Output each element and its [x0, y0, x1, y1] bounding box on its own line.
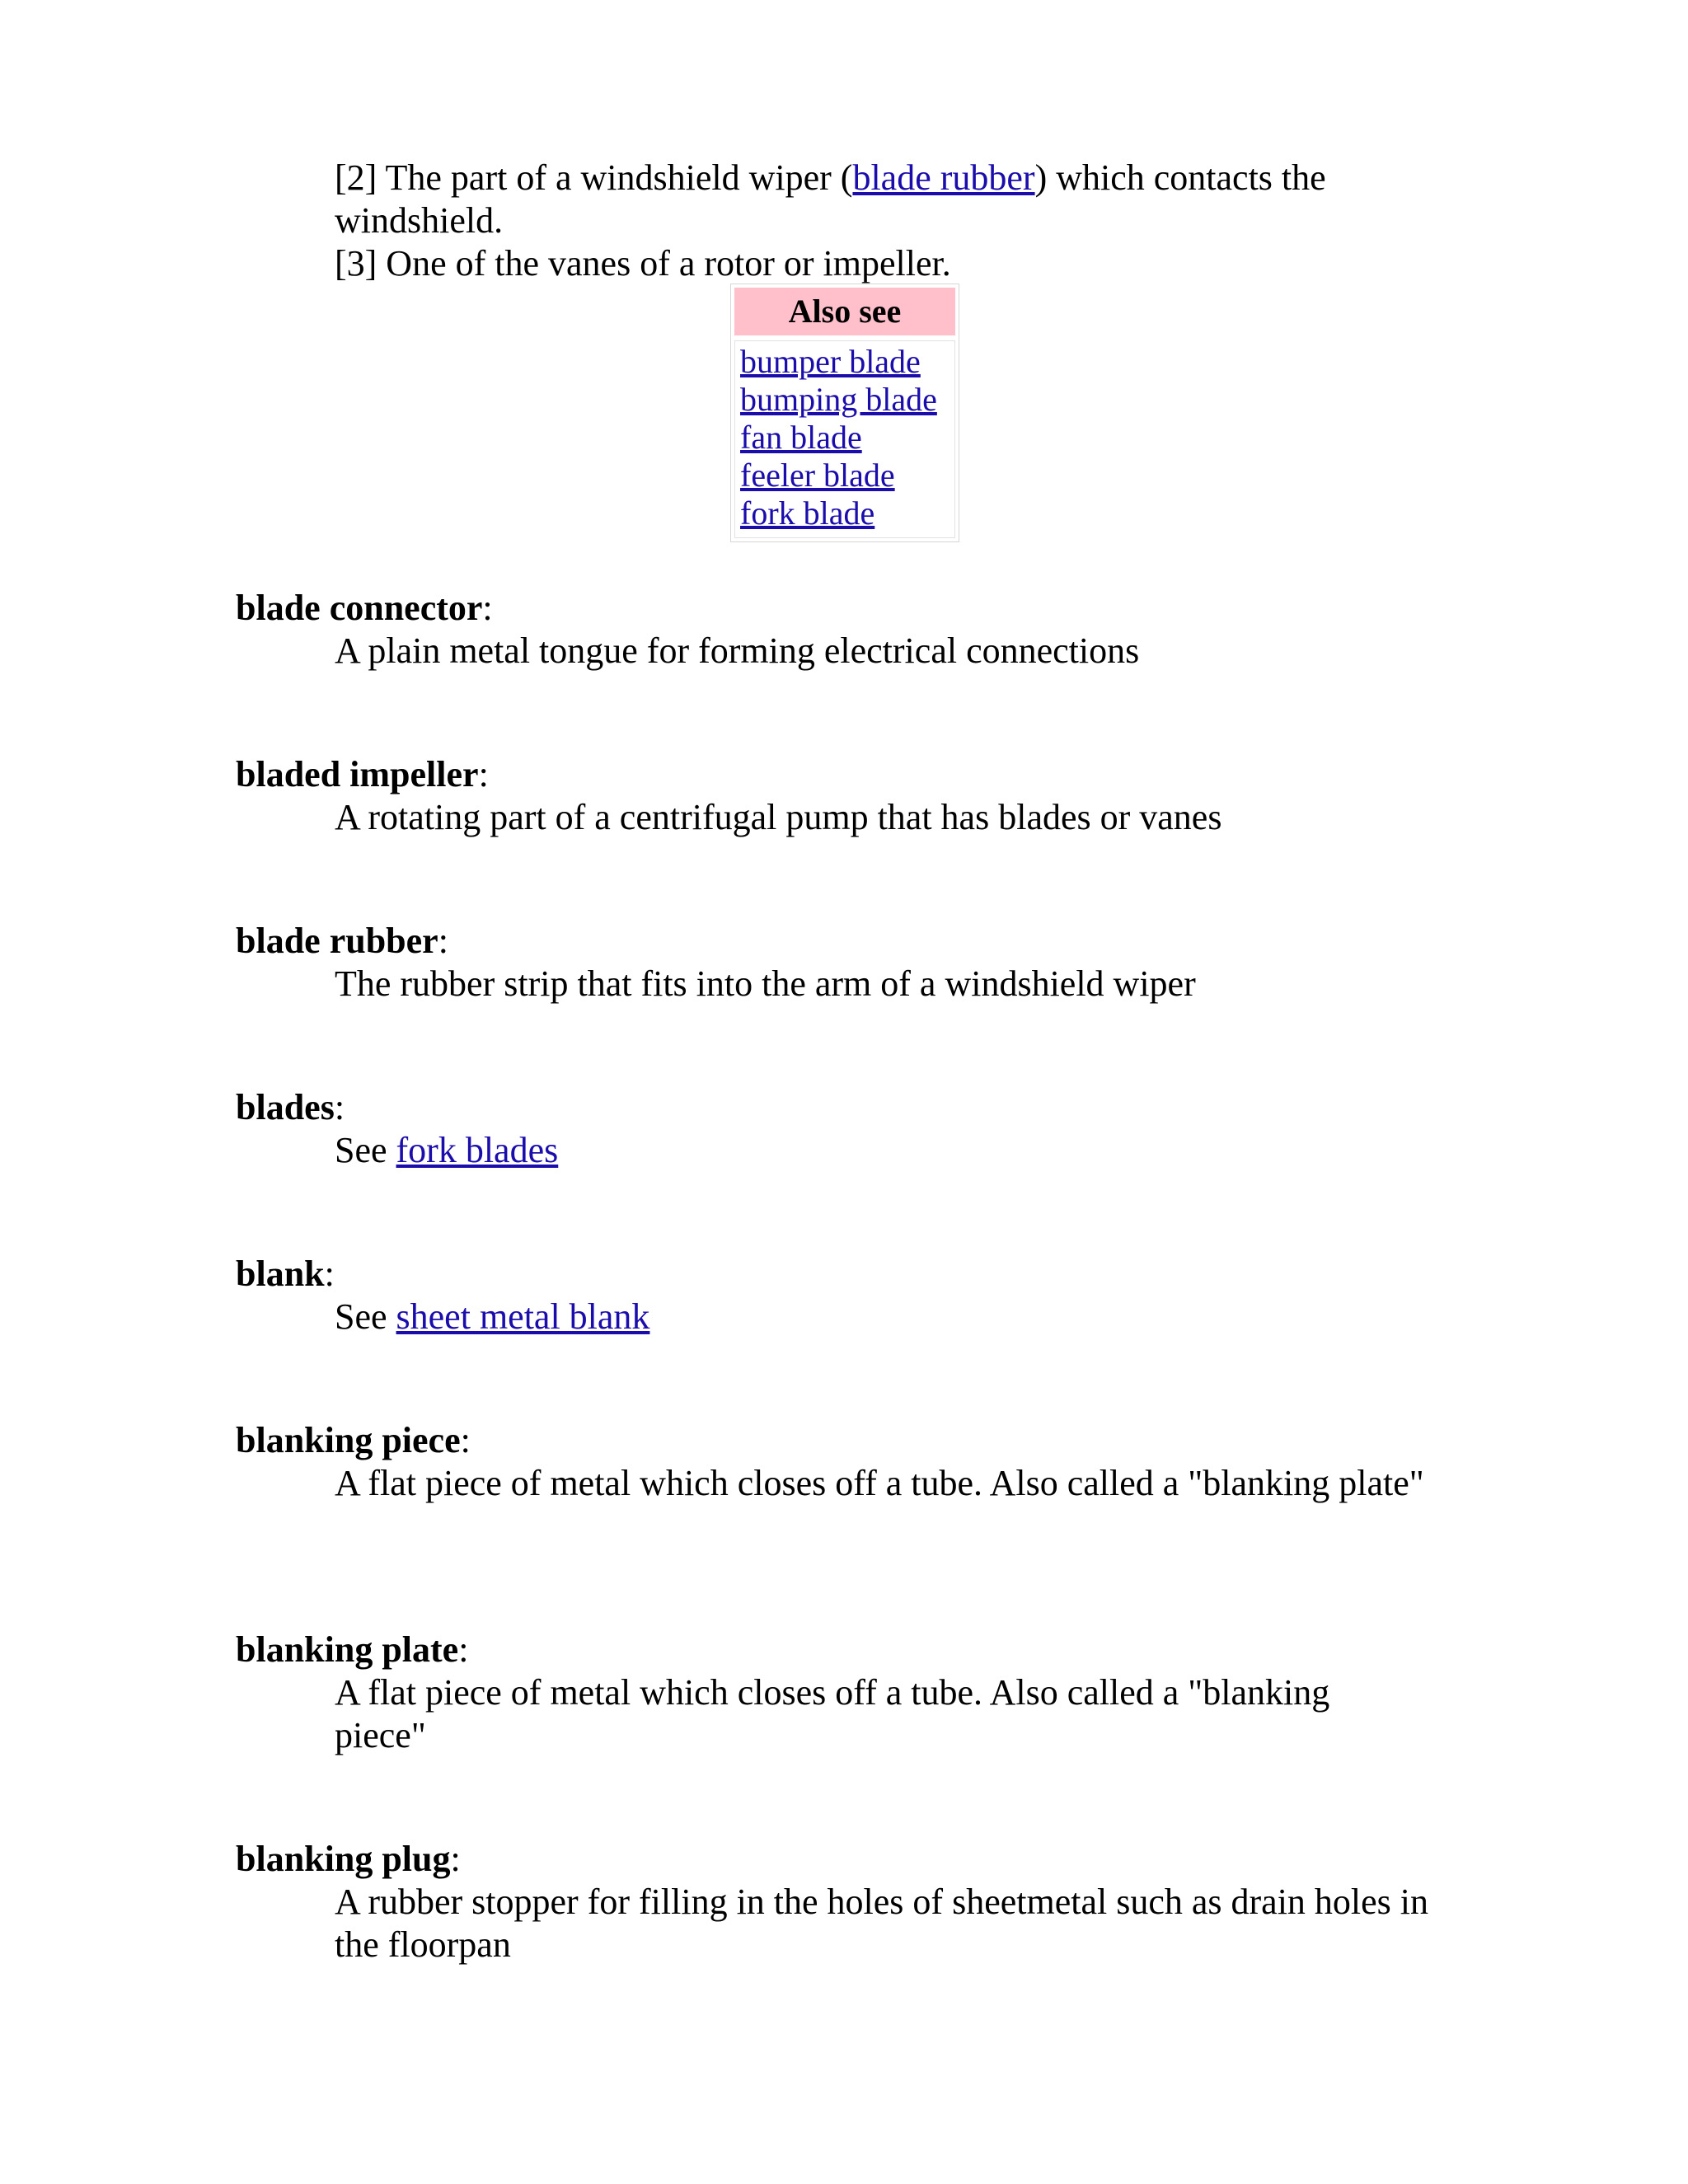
- term-label: blank: [236, 1254, 325, 1294]
- term-colon: :: [438, 921, 448, 961]
- entry-definition: A rubber stopper for filling in the holes of sheetmetal such as drain holes in the floorpan: [335, 1882, 1429, 1965]
- definition-sense-2: [335, 157, 1456, 242]
- term-label: bladed impeller: [236, 754, 479, 794]
- term-label: blade connector: [236, 588, 483, 628]
- entry-definition: A plain metal tongue for forming electrical connections: [335, 630, 1140, 671]
- see-prefix: See: [335, 1130, 396, 1170]
- entry-definition: The rubber strip that fits into the arm of a windshield wiper: [335, 963, 1196, 1004]
- entry-term: [236, 1253, 335, 1296]
- entry-definition: A flat piece of metal which closes off a tube. Also called a "blanking piece": [335, 1672, 1330, 1755]
- term-colon: :: [458, 1629, 469, 1670]
- entry-term: [236, 920, 448, 963]
- term-label: blanking plate: [236, 1629, 459, 1670]
- entry-term: [236, 1629, 468, 1671]
- entry-definition: [335, 1129, 1456, 1172]
- term-label: blanking plug: [236, 1839, 451, 1879]
- also-see-link-bumping-blade[interactable]: bumping blade: [740, 381, 937, 418]
- entry-definition: A rotating part of a centrifugal pump that has blades or vanes: [335, 797, 1222, 837]
- also-see-links: [734, 340, 955, 538]
- also-see-box: [730, 284, 959, 542]
- also-see-link-feeler-blade[interactable]: feeler blade: [740, 457, 895, 494]
- entry-term: [236, 753, 489, 796]
- entry-term: [236, 1838, 461, 1881]
- definition-sense-3: [3] One of the vanes of a rotor or impeller.: [335, 243, 951, 284]
- term-colon: :: [478, 754, 489, 794]
- sheet-metal-blank-link[interactable]: sheet metal blank: [396, 1296, 650, 1337]
- entry-definition: A flat piece of metal which closes off a tube. Also called a "blanking plate": [335, 1463, 1424, 1503]
- entry-term: [236, 1419, 471, 1462]
- term-colon: :: [324, 1254, 335, 1294]
- see-prefix: See: [335, 1296, 396, 1337]
- also-see-link-bumper-blade[interactable]: bumper blade: [740, 343, 921, 380]
- entry-definition: [335, 1296, 1456, 1338]
- sense-2-text-prefix: [2] The part of a windshield wiper (: [335, 157, 853, 198]
- also-see-link-fork-blade[interactable]: fork blade: [740, 494, 875, 532]
- term-colon: :: [460, 1420, 471, 1460]
- also-see-heading: Also see: [734, 288, 955, 335]
- entry-term: [236, 1086, 345, 1129]
- term-colon: :: [334, 1087, 345, 1127]
- term-colon: :: [482, 588, 493, 628]
- term-label: blades: [236, 1087, 335, 1127]
- fork-blades-link[interactable]: fork blades: [396, 1130, 559, 1170]
- also-see-link-fan-blade[interactable]: fan blade: [740, 419, 862, 456]
- term-colon: :: [450, 1839, 461, 1879]
- sense-2-text-suffix: ) which contacts the windshield.: [335, 157, 1326, 241]
- entry-term: [236, 587, 493, 630]
- term-label: blade rubber: [236, 921, 438, 961]
- term-label: blanking piece: [236, 1420, 461, 1460]
- blade-rubber-link[interactable]: blade rubber: [852, 157, 1035, 198]
